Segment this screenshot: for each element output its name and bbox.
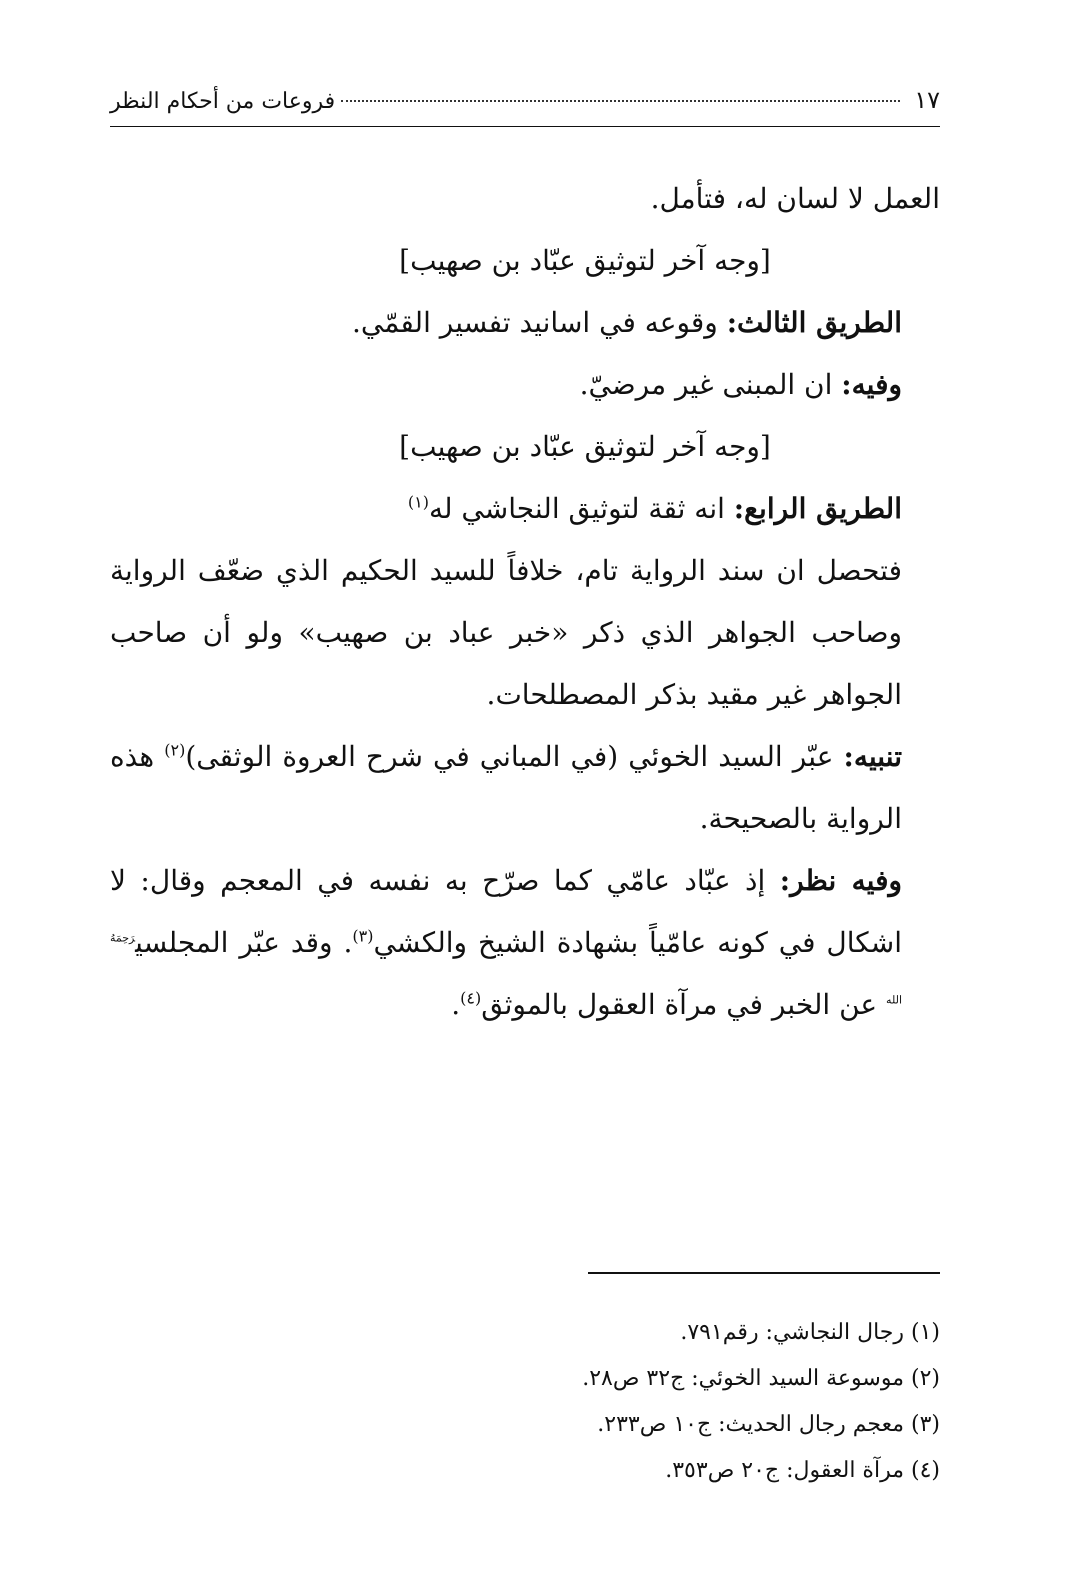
objection-text: عن الخبر في مرآة العقول بالموثق bbox=[481, 988, 887, 1021]
objection-text: ان المبنى غير مرضيّ. bbox=[579, 368, 842, 401]
section-heading: [وجه آخر لتوثيق عبّاد بن صهيب] bbox=[399, 244, 771, 277]
fourth-way-label: الطريق الرابع: bbox=[733, 492, 902, 525]
objection-text: إذ عبّاد عامّي كما صرّح به نفسه في المعجم وقال: لا اشكال في كونه عامّياً بشهادة الشيخ والكشي bbox=[110, 864, 902, 959]
paragraph-fourth-way bbox=[110, 478, 940, 540]
objection-label: وفيه نظر: bbox=[779, 864, 902, 897]
paragraph-objection-2 bbox=[110, 850, 940, 1036]
footnote-separator bbox=[588, 1272, 940, 1274]
footnote: (٢) موسوعة السيد الخوئي: ج٣٢ ص٢٨. bbox=[582, 1366, 940, 1391]
footnote-ref: (٢) bbox=[164, 740, 186, 760]
page-header bbox=[110, 86, 940, 127]
footnote: (١) رجال النجاشي: رقم٧٩١. bbox=[680, 1320, 940, 1345]
footnote: (٤) مرآة العقول: ج٢٠ ص٣٥٣. bbox=[665, 1458, 940, 1483]
note-text: عبّر السيد الخوئي (في المباني في شرح العروة الوثقى) bbox=[185, 740, 844, 773]
fourth-way-text: انه ثقة لتوثيق النجاشي له bbox=[428, 492, 734, 525]
note-label: تنبيه: bbox=[843, 740, 902, 773]
leader-dots bbox=[341, 100, 900, 102]
running-title: فروعات من أحكام النظر bbox=[110, 89, 336, 114]
footnote-ref: (٣) bbox=[352, 926, 374, 946]
footnote-ref: (٤) bbox=[460, 988, 482, 1008]
objection-label: وفيه: bbox=[841, 368, 902, 401]
third-way-label: الطريق الثالث: bbox=[726, 306, 902, 339]
section-heading: [وجه آخر لتوثيق عبّاد بن صهيب] bbox=[399, 430, 771, 463]
paragraph-note bbox=[110, 726, 940, 850]
paragraph-conclusion: فتحصل ان سند الرواية تام، خلافاً للسيد الحكيم الذي ضعّف الرواية وصاحب الجواهر الذي ذكر «خبر عباد بن صهيب» ولو أن صاحب الجواهر غير مقيد بذكر المصطلحات. bbox=[110, 554, 902, 711]
objection-text: . bbox=[451, 988, 461, 1021]
third-way-text: وقوعه في اسانيد تفسير القمّي. bbox=[351, 306, 727, 339]
page-body bbox=[110, 168, 940, 1036]
objection-text: . وقد عبّر المجلسي bbox=[135, 926, 353, 959]
paragraph-continuation: العمل لا لسان له، فتأمل. bbox=[650, 182, 940, 215]
footnotes bbox=[110, 1310, 940, 1494]
page-number: ١٧ bbox=[914, 86, 940, 114]
footnote-ref: (١) bbox=[407, 492, 429, 512]
honorific-symbol: رَحِمَهُ الله bbox=[110, 931, 902, 1007]
paragraph-third-way bbox=[110, 292, 940, 354]
footnote: (٣) معجم رجال الحديث: ج١٠ ص٢٣٣. bbox=[597, 1412, 940, 1437]
note-text: هذه الرواية بالصحيحة. bbox=[110, 740, 902, 835]
paragraph-objection bbox=[110, 354, 940, 416]
